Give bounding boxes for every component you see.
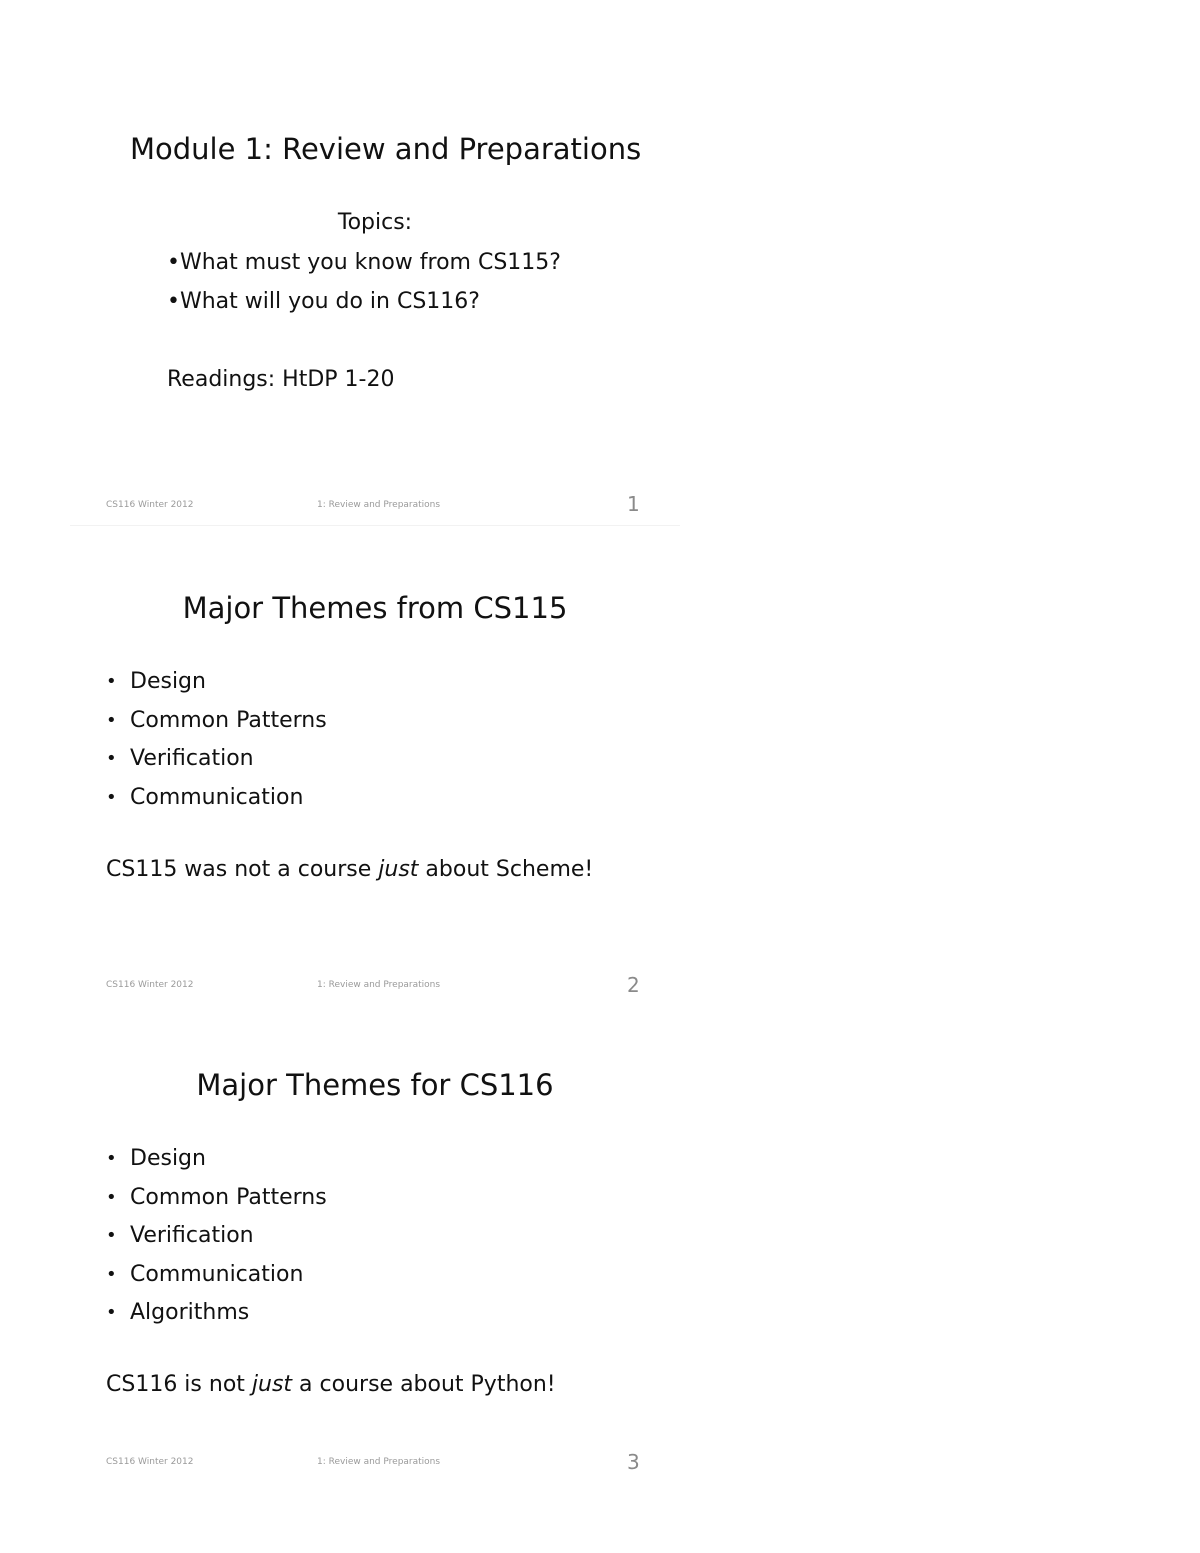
footer-course: CS116 Winter 2012 (106, 500, 194, 510)
bullet-list (106, 663, 327, 817)
bullet-icon: • (106, 1263, 117, 1285)
slide-number: 1 (627, 492, 640, 516)
footer-module: 1: Review and Preparations (317, 980, 441, 990)
readings-line: Readings: HtDP 1-20 (167, 367, 395, 392)
bullet-icon: • (106, 1148, 117, 1169)
footer-course: CS116 Winter 2012 (106, 980, 194, 990)
slide-note: CS116 is not just a course about Python! (106, 1372, 556, 1397)
slide-1 (70, 110, 680, 526)
slide-title: Module 1: Review and Preparations (130, 132, 642, 166)
bullet-item: • Communication (106, 1256, 327, 1295)
slide-3 (70, 1052, 680, 1482)
bullet-item: • Common Patterns (106, 702, 327, 741)
bullet-item: • Verification (106, 1217, 327, 1256)
bullet-item: • Communication (106, 779, 327, 818)
bullet-icon: • (106, 748, 117, 769)
topic-item: •What must you know from CS115? (167, 250, 561, 275)
topics-heading: Topics: (337, 210, 413, 235)
footer-module: 1: Review and Preparations (317, 500, 441, 510)
slide-number: 3 (627, 1450, 640, 1474)
bullet-icon: • (106, 786, 117, 808)
footer-course: CS116 Winter 2012 (106, 1457, 194, 1467)
footer-module: 1: Review and Preparations (317, 1457, 441, 1467)
slide-2 (70, 575, 680, 1005)
bullet-item: • Design (106, 1140, 327, 1179)
bullet-icon: • (106, 671, 117, 692)
bullet-icon: • (106, 1225, 117, 1246)
bullet-item: • Verification (106, 740, 327, 779)
bullet-icon: • (106, 709, 117, 731)
bullet-icon: • (106, 1186, 117, 1208)
bullet-icon: • (106, 1302, 117, 1323)
bullet-list (106, 1140, 327, 1333)
bullet-item: • Common Patterns (106, 1179, 327, 1218)
topic-item: •What will you do in CS116? (167, 289, 480, 314)
slide-title: Major Themes from CS115 (182, 591, 568, 625)
slide-number: 2 (627, 973, 640, 997)
bullet-item: • Algorithms (106, 1294, 327, 1333)
slide-note: CS115 was not a course just about Scheme! (106, 857, 594, 882)
bullet-item: • Design (106, 663, 327, 702)
slide-title: Major Themes for CS116 (196, 1068, 554, 1102)
